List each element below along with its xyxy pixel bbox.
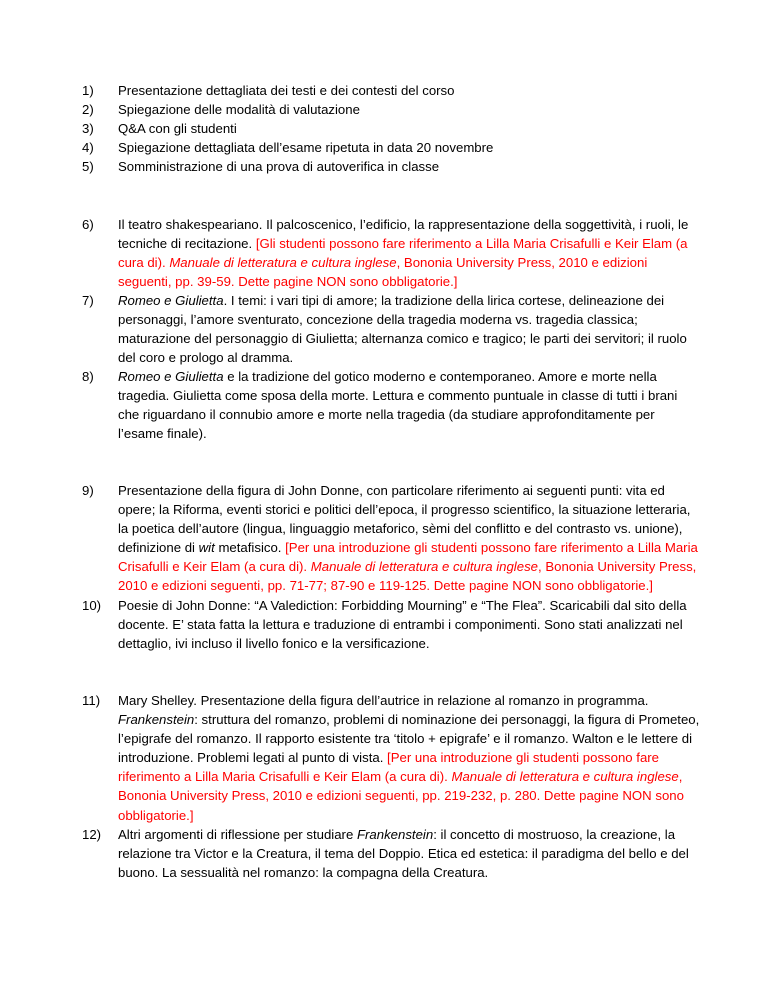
reference-note-text: , Bononia University Press, 2010 e edizioni seguenti, pp. 219-232, p. 280. Dette pagine NON sono obbligatorie.] <box>118 769 684 823</box>
item-number: 5) <box>82 159 94 174</box>
item-text-segment: metafisico. <box>214 540 286 556</box>
item-text-segment: Spiegazione delle modalità di valutazione <box>118 102 360 117</box>
item-number: 3) <box>82 121 94 136</box>
reference-note-text: , Bononia University Press, 2010 e edizioni seguenti, pp. 39-59. Dette pagine NON sono obbligatorie.] <box>118 255 648 290</box>
item-text <box>118 138 702 157</box>
list-item <box>82 367 702 443</box>
item-text-segment: Presentazione della figura di John Donne, con particolare riferimento ai seguenti punti: vita ed opere; la Riforma, eventi storici e politici dell’epoca, il progresso scientifico, la situazione letteraria, la poetica dell’autore (lingua, linguaggio metaforico, sèmi del conflitto e del contrasto vs. unione), definizione di <box>118 483 691 556</box>
item-text <box>118 481 702 596</box>
list-item <box>82 81 702 100</box>
list-item <box>82 100 702 119</box>
item-text <box>118 157 702 176</box>
item-text-segment: : il concetto di mostruoso, la creazione, la relazione tra Victor e la Creatura, il tema del Doppio. Etica ed estetica: il paradigma del bello e del buono. La sessualità nel romanzo: la compagna della Creatura. <box>118 827 689 881</box>
item-text <box>118 691 702 825</box>
item-number: 8) <box>82 369 94 384</box>
reference-note-text: Manuale di letteratura e cultura inglese <box>169 255 397 271</box>
item-text-segment: Poesie di John Donne: “A Valediction: Forbidding Mourning” e “The Flea”. Scaricabili dal sito della docente. E’ stata fatta la lettura e traduzione di entrambi i componimenti. Sono stati analizzati nel dettaglio, ivi incluso il livello fonico e la versificazione. <box>118 598 687 652</box>
item-text-segment: Altri argomenti di riflessione per studiare <box>118 827 357 842</box>
item-text <box>118 215 702 291</box>
item-text <box>118 81 702 100</box>
item-text <box>118 367 702 443</box>
item-number: 11) <box>82 693 101 708</box>
list-item <box>82 215 702 291</box>
item-number: 7) <box>82 293 94 308</box>
list-item <box>82 138 702 157</box>
reference-note-text: , Bononia University Press, 2010 e edizioni seguenti, pp. 71-77; 87-90 e 119-125. Dette pagine NON sono obbligatorie.] <box>118 559 697 594</box>
item-text-segment: . I temi: i vari tipi di amore; la tradizione della lirica cortese, delineazione dei personaggi, l’amore sventurato, concezione della tragedia moderna vs. tragedia classica; maturazione del personaggio di Giulietta; alternanza comico e tragico; le parti dei servitori; il ruolo del coro e prologo al dramma. <box>118 293 687 366</box>
list-item <box>82 119 702 138</box>
item-text-segment: Romeo e Giulietta <box>118 369 224 384</box>
item-text <box>118 100 702 119</box>
reference-note-text: [Per una introduzione gli studenti possono fare riferimento a Lilla Maria Crisafulli e Keir Elam (a cura di). <box>118 540 698 575</box>
item-number: 6) <box>82 217 94 232</box>
item-text-segment: Frankenstein <box>356 827 434 842</box>
item-text-segment: Q&A con gli studenti <box>118 121 237 136</box>
item-text <box>118 596 702 653</box>
item-text-segment: Romeo e Giulietta <box>118 293 224 308</box>
list-item <box>82 691 702 825</box>
item-text-segment: Presentazione dettagliata dei testi e dei contesti del corso <box>118 83 455 98</box>
list-item <box>82 596 702 653</box>
reference-note-text: [Per una introduzione gli studenti possono fare riferimento a Lilla Maria Crisafulli e Keir Elam (a cura di). <box>118 750 660 785</box>
list-item <box>82 481 702 596</box>
item-text-segment: Somministrazione di una prova di autoverifica in classe <box>118 159 440 174</box>
reference-note-text: Manuale di letteratura e cultura inglese <box>451 769 679 785</box>
item-text-segment: : struttura del romanzo, problemi di nominazione dei personaggi, la figura di Prometeo, l’epigrafe del romanzo. Il rapporto esistente tra ‘titolo + epigrafe’ e il romanzo. Walton e le lettere di introduzione. Problemi legati al punto di vista. <box>118 712 700 766</box>
item-text <box>118 291 702 367</box>
list-item <box>82 291 702 367</box>
item-text-segment: Spiegazione dettagliata dell’esame ripetuta in data 20 novembre <box>118 140 494 155</box>
item-number: 9) <box>82 483 94 498</box>
item-number: 10) <box>82 598 102 613</box>
reference-note-text: [Gli studenti possono fare riferimento a Lilla Maria Crisafulli e Keir Elam (a cura di). <box>118 236 688 271</box>
item-text <box>118 825 702 882</box>
item-text-segment: Frankenstein <box>118 712 195 728</box>
list-item <box>82 157 702 176</box>
item-text <box>118 119 702 138</box>
item-text-segment: e la tradizione del gotico moderno e contemporaneo. Amore e morte nella tragedia. Giulietta come sposa della morte. Lettura e commento puntuale in classe di tutti i brani che riguardano il connubio amore e morte nella tragedia (da studiare approfonditamente per l’esame finale). <box>118 369 678 442</box>
list-item <box>82 825 702 882</box>
item-text-segment: Mary Shelley. Presentazione della figura dell’autrice in relazione al romanzo in programma. <box>118 693 649 708</box>
item-number: 4) <box>82 140 94 155</box>
item-number: 2) <box>82 102 94 117</box>
item-number: 12) <box>82 827 102 842</box>
item-text-segment: Il teatro shakespeariano. Il palcoscenico, l’edificio, la rappresentazione della soggettività, i ruoli, le tecniche di recitazione. <box>118 217 689 252</box>
item-text-segment: wit <box>198 540 215 556</box>
item-number: 1) <box>82 83 94 98</box>
reference-note-text: Manuale di letteratura e cultura inglese <box>310 559 539 575</box>
